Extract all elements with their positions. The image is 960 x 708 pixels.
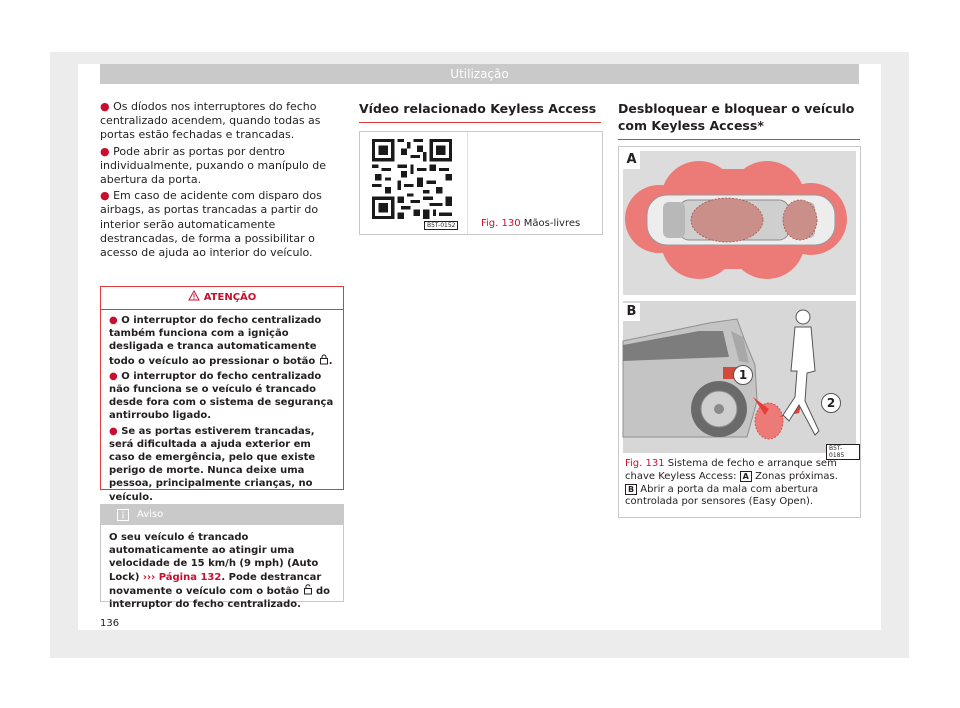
section-title: Vídeo relacionado Keyless Access — [359, 101, 597, 116]
page-number: 136 — [100, 618, 120, 629]
list-item-text: Pode abrir as portas por dentro individualmente, puxando o manípulo de abertura da porta. — [100, 144, 326, 187]
panel-label-a: A — [623, 151, 640, 169]
warning-item-text: O interruptor do fecho centralizado também funciona com a ignição desligada e tranca automaticamente todo o veículo ao pressionar o botão — [109, 315, 322, 367]
warning-triangle-icon — [188, 290, 200, 301]
note-body — [101, 525, 343, 617]
bullet-dot-icon: ● — [100, 144, 114, 158]
warning-item-text: Se as portas estiverem trancadas, será dificultada a ajuda exterior em caso de emergência, pelo que existe perigo de morte. Nunca deixe uma pessoa, principalmente crianças, no veículo. — [109, 425, 316, 503]
figure-caption-text: Sistema de fecho e arranque sem chave Keyless Access: — [625, 458, 837, 482]
bullet-list — [100, 100, 342, 262]
warning-item — [109, 370, 335, 423]
figure-caption — [625, 458, 853, 509]
warning-title: ATENÇÃO — [203, 292, 257, 303]
note-header — [101, 505, 343, 525]
note-box — [100, 504, 344, 611]
bullet-dot-icon: ● — [109, 425, 122, 437]
page-link[interactable]: ››› Página 132 — [142, 571, 222, 583]
figure-code: B5T-0152 — [424, 221, 458, 230]
warning-item-text: O interruptor do fecho centralizado não funciona se o veículo é trancado desde fora com o sistema de segurança antirroubo ligado. — [109, 370, 334, 422]
figure-caption — [481, 218, 580, 229]
keyless-section-heading — [618, 100, 860, 140]
warning-body — [101, 310, 343, 510]
video-section-heading — [359, 100, 601, 123]
panel-label-b: B — [623, 303, 640, 321]
note-title: Aviso — [137, 509, 164, 520]
figure-caption-text: Abrir a porta da mala com abertura controlada por sensores (Easy Open). — [625, 483, 819, 508]
list-item-text: Os díodos nos interruptores do fecho centralizado acendem, quando todas as portas estão fechadas e trancadas. — [100, 100, 321, 142]
divider — [467, 132, 468, 234]
warning-item: ● O interruptor do fecho centralizado também funciona com a ignição desligada e tranca automaticamente todo o veículo ao pressionar o botão . — [109, 315, 333, 367]
list-item — [100, 145, 342, 188]
warning-item — [109, 425, 335, 504]
note-text: do interruptor do fecho centralizado. — [109, 585, 331, 611]
bullet-dot-icon: ● — [109, 370, 122, 382]
bullet-dot-icon: ● — [100, 100, 114, 113]
marker-1: 1 — [733, 365, 753, 385]
list-item — [100, 189, 342, 260]
key-label-a: A — [740, 471, 752, 482]
qr-code[interactable] — [372, 139, 452, 219]
figure-caption-text: Mãos-livres — [523, 218, 581, 229]
figure-label: Fig. 130 — [481, 218, 521, 229]
figure-code: B5T-0185 — [826, 444, 860, 460]
bullet-dot-icon: ● — [100, 189, 114, 203]
section-title: Desbloquear e bloquear o veículo com Keyless Access* — [618, 101, 855, 133]
marker-2: 2 — [821, 393, 841, 413]
note-text: O seu veículo é trancado automaticamente ao atingir uma velocidade de 15 km/h (9 mph) (Auto Lock) — [109, 532, 319, 583]
key-label-b: B — [625, 484, 637, 495]
warning-box — [100, 286, 344, 503]
car-top-view-illustration — [619, 147, 860, 299]
info-icon — [117, 509, 129, 521]
unlock-icon — [303, 584, 313, 595]
figure-label: Fig. 131 — [625, 458, 665, 469]
bullet-dot-icon: ● — [109, 315, 122, 326]
warning-header — [101, 287, 343, 310]
list-item-text: Em caso de acidente com disparo dos airbags, as portas trancadas a partir do interior serão automaticamente destrancadas, de forma a possibilitar o acesso de ajuda ao interior do veículo. — [100, 189, 322, 260]
page-header: Utilização — [100, 64, 859, 84]
lock-icon — [319, 354, 329, 365]
list-item — [100, 100, 342, 143]
figure-caption-text: Zonas próximas. — [755, 470, 838, 482]
note-text: . Pode destrancar novamente o veículo com o botão — [109, 571, 322, 597]
